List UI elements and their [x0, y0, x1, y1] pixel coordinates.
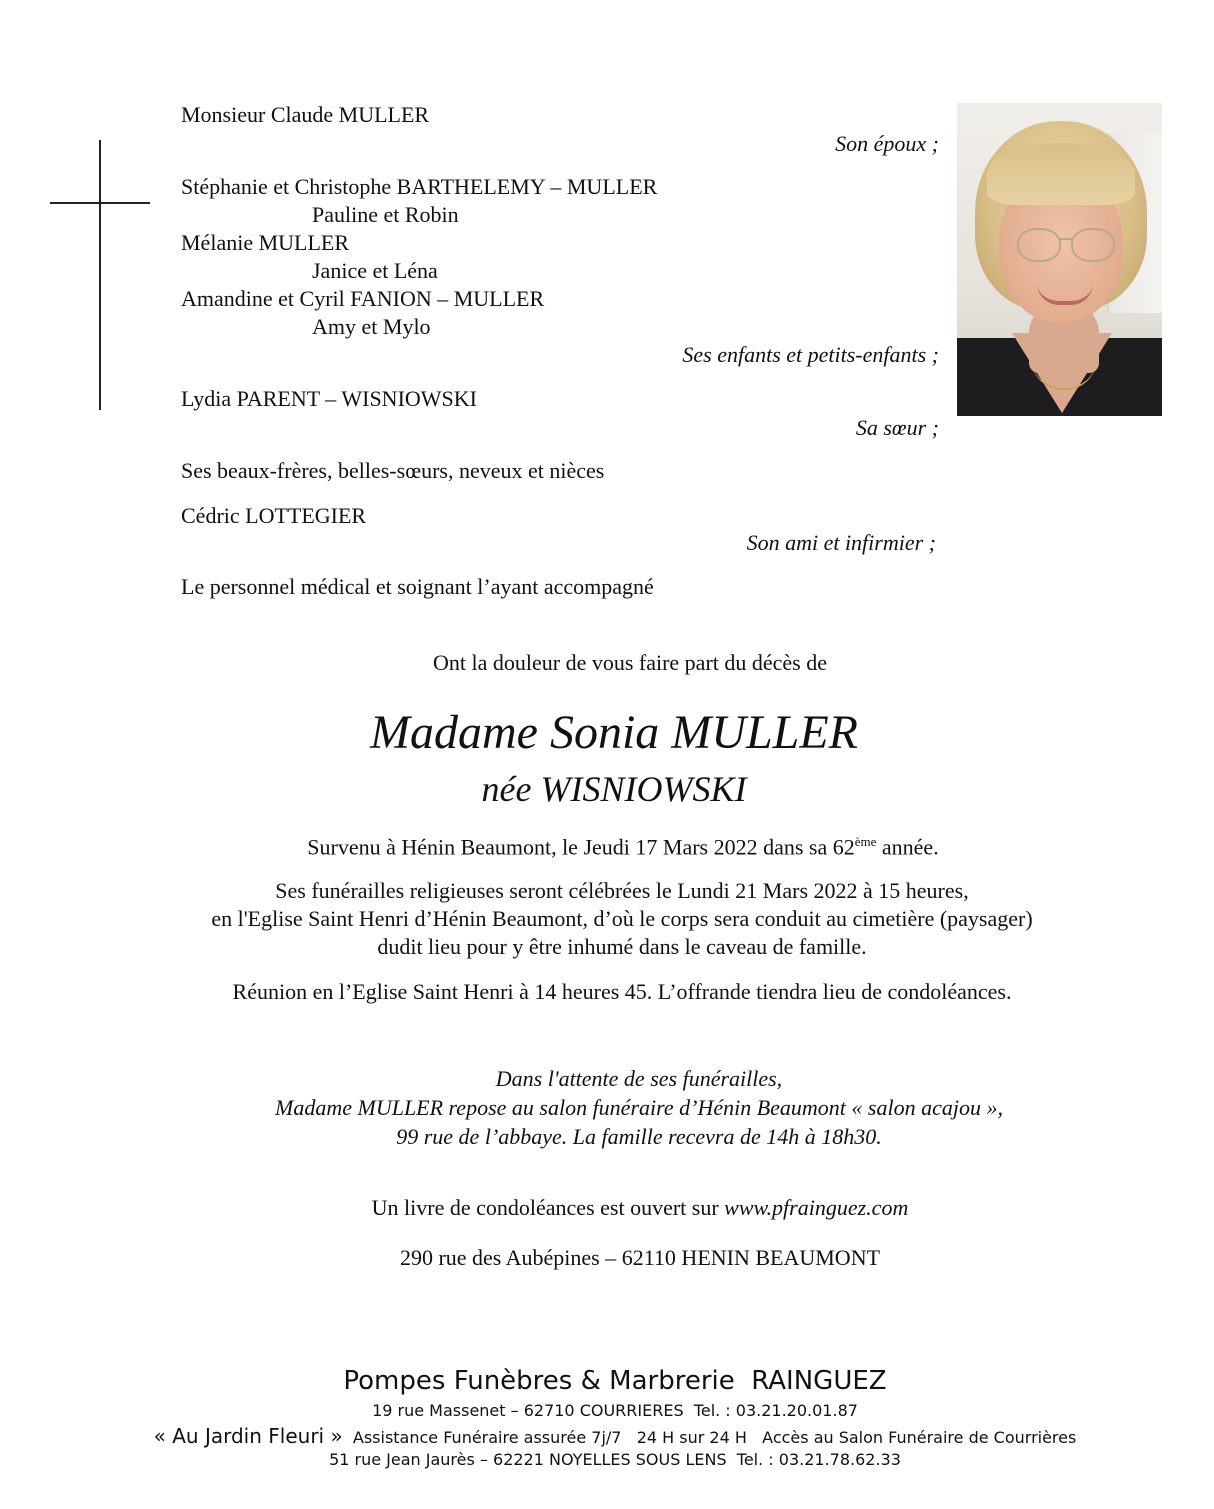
grandchildren-names: Janice et Léna [312, 258, 438, 283]
portrait-photo [957, 103, 1162, 416]
medical-staff-line: Le personnel médical et soignant l’ayant accompagné [181, 574, 654, 599]
garden-name: « Au Jardin Fleuri » [153, 1424, 343, 1448]
company-address: 19 rue Massenet – 62710 COURRIERES Tel. : 03.21.20.01.87 [372, 1401, 858, 1420]
funeral-line-3: dudit lieu pour y être inhumé dans le caveau de famille. [377, 934, 867, 959]
child-name: Mélanie MULLER [181, 230, 350, 255]
husband-name: Monsieur Claude MULLER [181, 102, 430, 127]
funeral-line-2: en l'Eglise Saint Henri d’Hénin Beaumont, d’où le corps sera conduit au cimetière (paysager) [211, 906, 1033, 931]
deceased-name: Madame Sonia MULLER [370, 706, 858, 759]
funeral-line-1: Ses funérailles religieuses seront célébrées le Lundi 21 Mars 2022 à 15 heures, [275, 878, 969, 903]
wait-line-1: Dans l'attente de ses funérailles, [495, 1066, 783, 1091]
garden-address: 51 rue Jean Jaurès – 62221 NOYELLES SOUS LENS Tel. : 03.21.78.62.33 [329, 1450, 901, 1469]
company-name: Pompes Funèbres & Marbrerie RAINGUEZ [343, 1366, 887, 1396]
husband-role: Son époux ; [835, 131, 939, 156]
garden-services: Assistance Funéraire assurée 7j/7 24 H sur 24 H Accès au Salon Funéraire de Courrières [352, 1428, 1077, 1447]
wait-line-3: 99 rue de l’abbaye. La famille recevra de 14h à 18h30. [396, 1124, 882, 1149]
condolence-link[interactable]: www.pfrainguez.com [724, 1195, 909, 1220]
maiden-name: née WISNIOWSKI [481, 769, 747, 809]
friend-name: Cédric LOTTEGIER [181, 503, 367, 528]
child-name: Amandine et Cyril FANION – MULLER [181, 286, 545, 311]
sister-role: Sa sœur ; [855, 415, 939, 440]
child-name: Stéphanie et Christophe BARTHELEMY – MULLER [181, 174, 658, 199]
friend-role: Son ami et infirmier ; [746, 530, 936, 555]
inlaws-line: Ses beaux-frères, belles-sœurs, neveux et nièces [181, 458, 605, 483]
wait-line-2: Madame MULLER repose au salon funéraire d’Hénin Beaumont « salon acajou », [275, 1095, 1003, 1120]
death-details: Survenu à Hénin Beaumont, le Jeudi 17 Mars 2022 dans sa 62ème année. [307, 834, 939, 860]
children-role: Ses enfants et petits-enfants ; [682, 342, 939, 367]
sister-name: Lydia PARENT – WISNIOWSKI [181, 386, 477, 411]
garden-line [0, 1424, 1214, 1448]
grandchildren-names: Amy et Mylo [312, 314, 431, 339]
grandchildren-names: Pauline et Robin [312, 202, 459, 227]
condolence-line: Un livre de condoléances est ouvert sur www.pfrainguez.com [371, 1195, 909, 1220]
announcement-intro: Ont la douleur de vous faire part du décès de [432, 650, 828, 675]
meeting-line: Réunion en l’Eglise Saint Henri à 14 heures 45. L’offrande tiendra lieu de condoléances. [232, 979, 1012, 1004]
address-line: 290 rue des Aubépines – 62110 HENIN BEAUMONT [399, 1245, 881, 1270]
